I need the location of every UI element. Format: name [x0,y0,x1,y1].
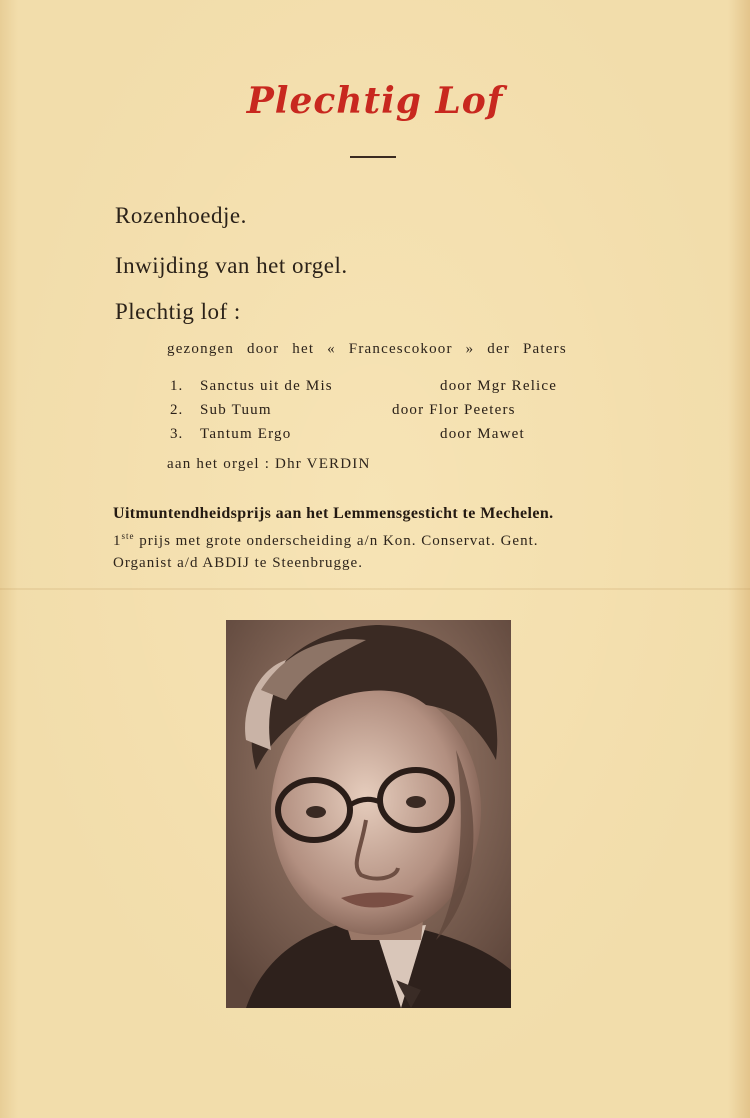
organist-portrait-photo [226,620,511,1008]
item-title: Sub Tuum [200,402,272,418]
prize-line [113,531,539,550]
item-composer: door Mgr Relice [440,378,558,394]
choir-line: gezongen door het « Francescokoor » der Paters [167,341,567,357]
item-number: 1. [170,378,184,394]
program-line-organ-consecration: Inwijding van het orgel. [115,253,348,278]
page-title: Plechtig Lof [246,80,504,122]
program-line-rosary: Rozenhoedje. [115,203,247,228]
title-divider [350,156,396,158]
program-line-lof: Plechtig lof : [115,299,241,324]
item-composer: door Flor Peeters [392,402,516,418]
portrait-illustration [226,620,511,1008]
paper-fold [0,588,750,590]
award-line: Uitmuntendheidsprijs aan het Lemmensgesticht te Mechelen. [113,505,554,522]
organist-line: aan het orgel : Dhr VERDIN [167,456,371,472]
item-title: Sanctus uit de Mis [200,378,333,394]
item-title: Tantum Ergo [200,426,292,442]
prize-superscript: ste [121,531,135,541]
organist-abbey-line: Organist a/d ABDIJ te Steenbrugge. [113,555,363,571]
item-composer: door Mawet [440,426,525,442]
item-number: 3. [170,426,184,442]
item-number: 2. [170,402,184,418]
prize-text: prijs met grote onderscheiding a/n Kon. Conservat. Gent. [139,533,539,549]
prize-number: 1 [113,533,122,549]
